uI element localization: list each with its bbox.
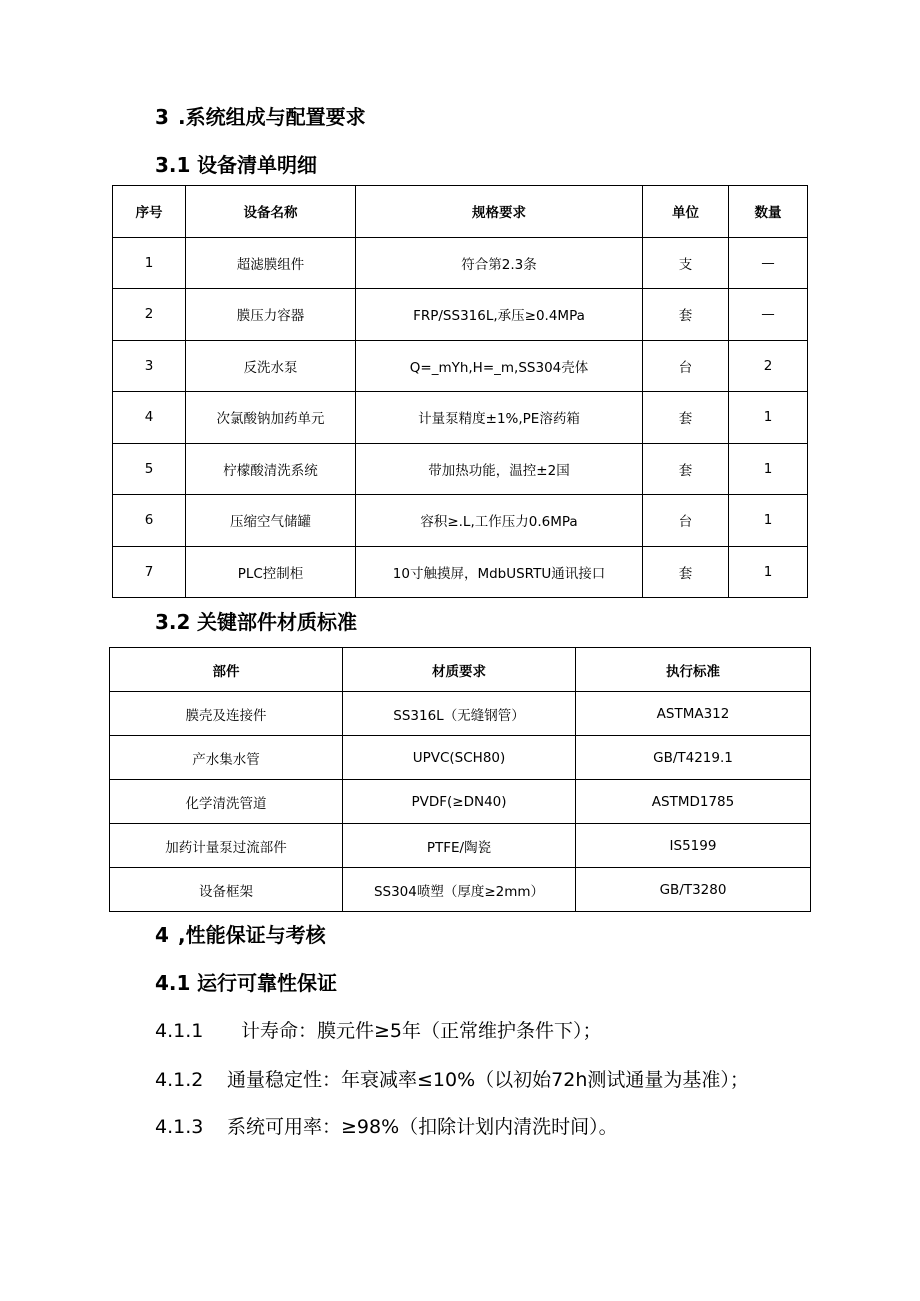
table-cell: SS304喷塑（厚度≥2mm）: [343, 868, 576, 912]
section-title: 关键部件材质标准: [197, 610, 357, 634]
table-cell: 2: [729, 340, 808, 392]
table-cell: 3: [113, 340, 186, 392]
section-number: 4: [155, 923, 169, 947]
table-cell: —: [729, 289, 808, 341]
table-row: [110, 692, 811, 736]
section-number: 3: [155, 105, 169, 129]
table-row: [110, 736, 811, 780]
table-cell: 套: [643, 392, 729, 444]
table-cell: GB/T3280: [576, 868, 811, 912]
header-cell: 规格要求: [356, 186, 643, 238]
section-3-2-heading: [155, 609, 357, 635]
table-cell: 套: [643, 443, 729, 495]
section-3-heading: [155, 104, 366, 130]
header-cell: 单位: [643, 186, 729, 238]
table-cell: IS5199: [576, 824, 811, 868]
table-cell: 10寸触摸屏，MdbUSRTU通讯接口: [356, 546, 643, 598]
section-number: 3.2: [155, 610, 191, 634]
table-cell: 1: [729, 392, 808, 444]
table-row: [113, 495, 808, 547]
table-row: [113, 546, 808, 598]
section-title: ,性能保证与考核: [178, 923, 326, 947]
table-cell: PTFE/陶瓷: [343, 824, 576, 868]
item-number: 4.1.1: [155, 1020, 204, 1042]
table-cell: 加药计量泵过流部件: [110, 824, 343, 868]
table-row: [113, 340, 808, 392]
equipment-list-table: [112, 185, 808, 598]
table-row: [113, 237, 808, 289]
table-row: [110, 868, 811, 912]
table-cell: 产水集水管: [110, 736, 343, 780]
table-cell: ASTMD1785: [576, 780, 811, 824]
table-cell: 带加热功能，温控±2国: [356, 443, 643, 495]
table-cell: 4: [113, 392, 186, 444]
table-cell: 设备框架: [110, 868, 343, 912]
table-row: [110, 780, 811, 824]
header-cell: 数量: [729, 186, 808, 238]
table-cell: 2: [113, 289, 186, 341]
table-row: [113, 392, 808, 444]
table-row: [110, 824, 811, 868]
table-cell: 膜压力容器: [186, 289, 356, 341]
item-number: 4.1.3: [155, 1116, 204, 1138]
table-cell: 套: [643, 546, 729, 598]
header-cell: 材质要求: [343, 648, 576, 692]
item-text: 系统可用率：≥98%（扣除计划内清洗时间）。: [227, 1116, 618, 1138]
table-cell: 膜壳及连接件: [110, 692, 343, 736]
table-cell: —: [729, 237, 808, 289]
table-cell: 次氯酸钠加药单元: [186, 392, 356, 444]
table-cell: Q=_mYh,H=_m,SS304壳体: [356, 340, 643, 392]
table-cell: FRP/SS316L,承压≥0.4MPa: [356, 289, 643, 341]
section-3-1-heading: [155, 152, 317, 178]
table-cell: 台: [643, 495, 729, 547]
section-number: 4.1: [155, 971, 191, 995]
table-row: [113, 443, 808, 495]
table-cell: UPVC(SCH80): [343, 736, 576, 780]
table-cell: 计量泵精度±1%,PE溶药箱: [356, 392, 643, 444]
table-cell: 反洗水泵: [186, 340, 356, 392]
table-cell: SS316L（无缝钢管）: [343, 692, 576, 736]
table-cell: 化学清洗管道: [110, 780, 343, 824]
section-title: 设备清单明细: [197, 153, 317, 177]
header-cell: 执行标准: [576, 648, 811, 692]
item-text: 通量稳定性：年衰减率≤10%（以初始72h测试通量为基准）；: [227, 1069, 749, 1091]
table-cell: 支: [643, 237, 729, 289]
reliability-item: [155, 1114, 618, 1140]
table-cell: 1: [729, 495, 808, 547]
item-text: 计寿命：膜元件≥5年（正常维护条件下）；: [241, 1020, 602, 1042]
table-cell: 1: [729, 546, 808, 598]
table-header-row: [113, 186, 808, 238]
header-cell: 序号: [113, 186, 186, 238]
table-cell: 套: [643, 289, 729, 341]
table-cell: 1: [113, 237, 186, 289]
table-cell: 1: [729, 443, 808, 495]
section-title: .系统组成与配置要求: [178, 105, 366, 129]
section-number: 3.1: [155, 153, 191, 177]
table-cell: 6: [113, 495, 186, 547]
item-number: 4.1.2: [155, 1069, 204, 1091]
section-4-1-heading: [155, 970, 337, 996]
table-header-row: [110, 648, 811, 692]
reliability-item: [155, 1067, 749, 1093]
table-cell: 压缩空气储罐: [186, 495, 356, 547]
table-cell: 5: [113, 443, 186, 495]
material-standards-table: [109, 647, 811, 912]
header-cell: 部件: [110, 648, 343, 692]
reliability-item: [155, 1018, 602, 1044]
section-title: 运行可靠性保证: [197, 971, 337, 995]
section-4-heading: [155, 922, 326, 948]
table-cell: GB/T4219.1: [576, 736, 811, 780]
table-cell: PLC控制柜: [186, 546, 356, 598]
table-cell: 台: [643, 340, 729, 392]
table-cell: 7: [113, 546, 186, 598]
table-row: [113, 289, 808, 341]
table-cell: 柠檬酸清洗系统: [186, 443, 356, 495]
table-cell: 符合第2.3条: [356, 237, 643, 289]
table-cell: ASTMA312: [576, 692, 811, 736]
table-cell: 超滤膜组件: [186, 237, 356, 289]
table-cell: 容积≥.L,工作压力0.6MPa: [356, 495, 643, 547]
table-cell: PVDF(≥DN40): [343, 780, 576, 824]
header-cell: 设备名称: [186, 186, 356, 238]
